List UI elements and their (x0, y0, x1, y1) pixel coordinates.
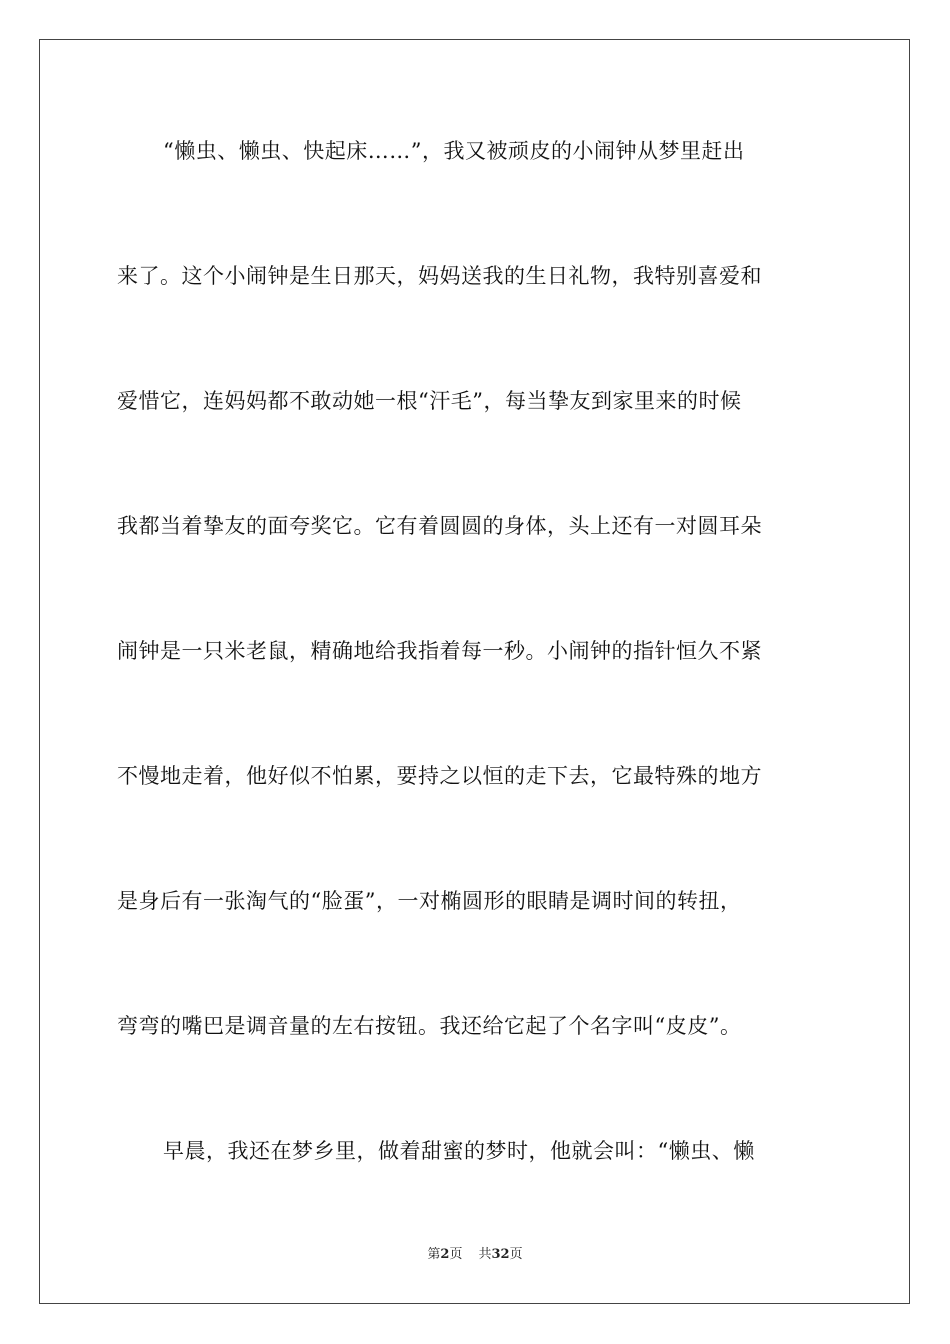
paragraph-1-line-4: 我都当着挚友的面夸奖它。它有着圆圆的身体，头上还有一对圆耳朵 (117, 514, 762, 538)
paragraph-1-line-2: 来了。这个小闹钟是生日那天，妈妈送我的生日礼物，我特别喜爱和 (117, 264, 762, 288)
paragraph-1-line-1: “懒虫、懒虫、快起床……”，我又被顽皮的小闹钟从梦里赶出 (163, 139, 745, 163)
total-pages: 32 (491, 1247, 510, 1262)
page-suffix: 页 (449, 1247, 463, 1262)
page-prefix: 第 (427, 1247, 441, 1262)
page-number: 2 (440, 1247, 450, 1262)
page-footer (0, 1246, 950, 1264)
page-border (39, 39, 910, 1304)
paragraph-1-line-7: 是身后有一张淘气的“脸蛋”，一对椭圆形的眼睛是调时间的转扭， (117, 889, 742, 913)
paragraph-1-line-6: 不慢地走着，他好似不怕累，要持之以恒的走下去，它最特殊的地方 (117, 764, 762, 788)
paragraph-1-line-8: 弯弯的嘴巴是调音量的左右按钮。我还给它起了个名字叫“皮皮”。 (117, 1014, 742, 1038)
total-prefix: 共 (478, 1247, 492, 1262)
paragraph-1-line-5: 闹钟是一只米老鼠，精确地给我指着每一秒。小闹钟的指针恒久不紧 (117, 639, 762, 663)
paragraph-2-line-1: 早晨，我还在梦乡里，做着甜蜜的梦时，他就会叫：“懒虫、懒 (163, 1139, 755, 1163)
total-suffix: 页 (509, 1247, 523, 1262)
paragraph-1-line-3: 爱惜它，连妈妈都不敢动她一根“汗毛”，每当挚友到家里来的时候 (117, 389, 742, 413)
